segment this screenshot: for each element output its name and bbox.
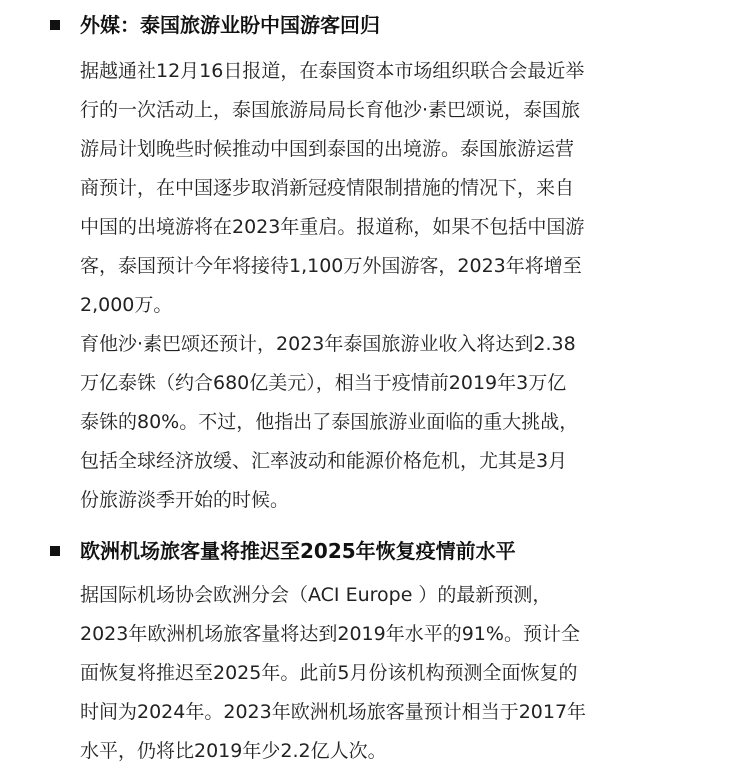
text-line: 水平，仍将比2019年少2.2亿人次。: [80, 740, 387, 762]
paragraph: [80, 576, 670, 771]
text-line: 游局计划晚些时候推动中国到泰国的出境游。泰国旅游运营: [80, 138, 575, 160]
text-line: 2023年欧洲机场旅客量将达到2019年水平的91%。预计全: [80, 623, 580, 645]
section-heading: [0, 6, 740, 46]
text-line: 商预计，在中国逐步取消新冠疫情限制措施的情况下，来自: [80, 177, 575, 199]
text-line: 包括全球经济放缓、汇率波动和能源价格危机，尤其是3月: [80, 450, 568, 472]
text-line: 万亿泰铢（约合680亿美元），相当于疫情前2019年3万亿: [80, 372, 567, 394]
paragraph: [80, 325, 670, 520]
text-line: 据越通社12月16日报道，在泰国资本市场组织联合会最近举: [80, 60, 585, 82]
square-bullet-icon: [50, 546, 60, 556]
text-line: 客，泰国预计今年将接待1,100万外国游客，2023年将增至: [80, 255, 582, 277]
news-section-thailand: [0, 6, 740, 46]
square-bullet-icon: [50, 20, 60, 30]
text-line: 泰铢的80%。不过，他指出了泰国旅游业面临的重大挑战，: [80, 411, 579, 433]
text-line: 中国的出境游将在2023年重启。报道称，如果不包括中国游: [80, 216, 585, 238]
section-title: 外媒：泰国旅游业盼中国游客回归: [80, 13, 380, 37]
text-line: 据国际机场协会欧洲分会（ACI Europe ）的最新预测，: [80, 584, 552, 606]
text-line: 2,000万。: [80, 294, 173, 316]
text-line: 份旅游淡季开始的时候。: [80, 489, 290, 511]
section-title: 欧洲机场旅客量将推迟至2025年恢复疫情前水平: [80, 539, 516, 563]
news-section-europe-airports: [0, 532, 740, 572]
text-line: 时间为2024年。2023年欧洲机场旅客量预计相当于2017年: [80, 701, 587, 723]
paragraph: [80, 52, 670, 325]
text-line: 行的一次活动上，泰国旅游局局长育他沙·素巴颂说，泰国旅: [80, 99, 581, 121]
text-line: 育他沙·素巴颂还预计，2023年泰国旅游业收入将达到2.38: [80, 333, 576, 355]
text-line: 面恢复将推迟至2025年。此前5月份该机构预测全面恢复的: [80, 662, 578, 684]
section-heading: [0, 532, 740, 572]
